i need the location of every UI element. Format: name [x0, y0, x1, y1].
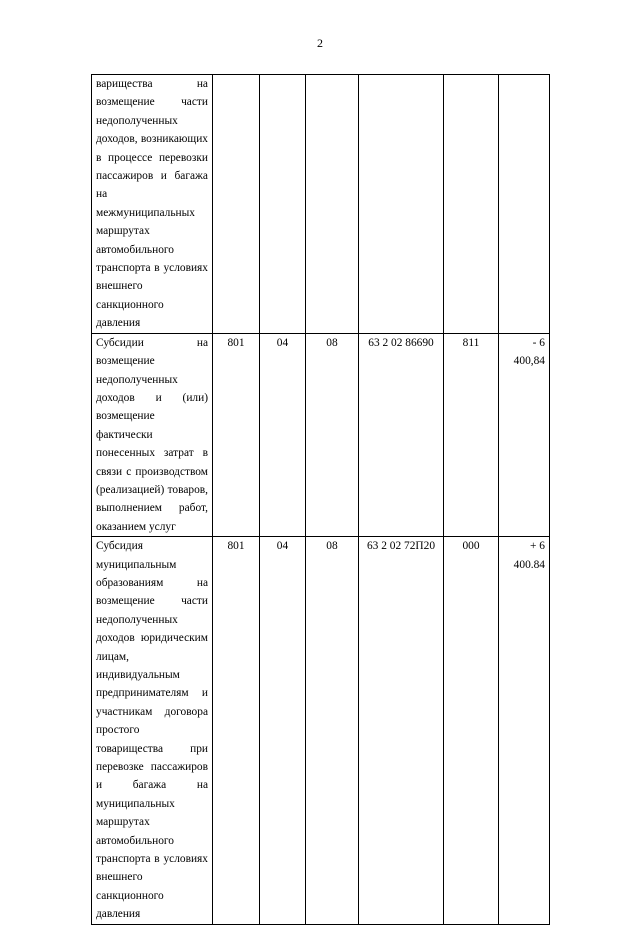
row-description: варищества на возмещение части недополученных доходов, возникающих в процессе перевозки пассажиров и багажа на межмуниципальных маршрутах автомобильного транспорта в условиях внешнего санкционного давления	[92, 75, 213, 334]
expense-type-code: 811	[444, 333, 499, 536]
table-row	[92, 333, 550, 536]
table-row	[92, 537, 550, 925]
table-row	[92, 75, 550, 334]
target-article-code: 63 2 02 72П20	[359, 537, 444, 925]
section-code: 04	[260, 333, 306, 536]
amount: - 6 400,84	[499, 333, 550, 536]
section-code: 04	[260, 537, 306, 925]
ministry-code	[213, 75, 260, 334]
subsection-code: 08	[306, 333, 359, 536]
expense-type-code	[444, 75, 499, 334]
expense-type-code: 000	[444, 537, 499, 925]
target-article-code: 63 2 02 86690	[359, 333, 444, 536]
ministry-code: 801	[213, 537, 260, 925]
row-description: Субсидия муниципальным образованиям на возмещение части недополученных доходов юридическим лицам, индивидуальным предпринимателям и участникам договора простого товарищества при перевозке пассажиров и багажа на муниципальных маршрутах автомобильного транспорта в условиях внешнего санкционного давления	[92, 537, 213, 925]
target-article-code	[359, 75, 444, 334]
amount: + 6 400.84	[499, 537, 550, 925]
amount	[499, 75, 550, 334]
page-number: 2	[317, 36, 323, 50]
budget-table	[91, 74, 550, 925]
section-code	[260, 75, 306, 334]
subsection-code: 08	[306, 537, 359, 925]
row-description: Субсидии на возмещение недополученных доходов и (или) возмещение фактически понесенных затрат в связи с производством (реализацией) товаров, выполнением работ, оказанием услуг	[92, 333, 213, 536]
ministry-code: 801	[213, 333, 260, 536]
subsection-code	[306, 75, 359, 334]
